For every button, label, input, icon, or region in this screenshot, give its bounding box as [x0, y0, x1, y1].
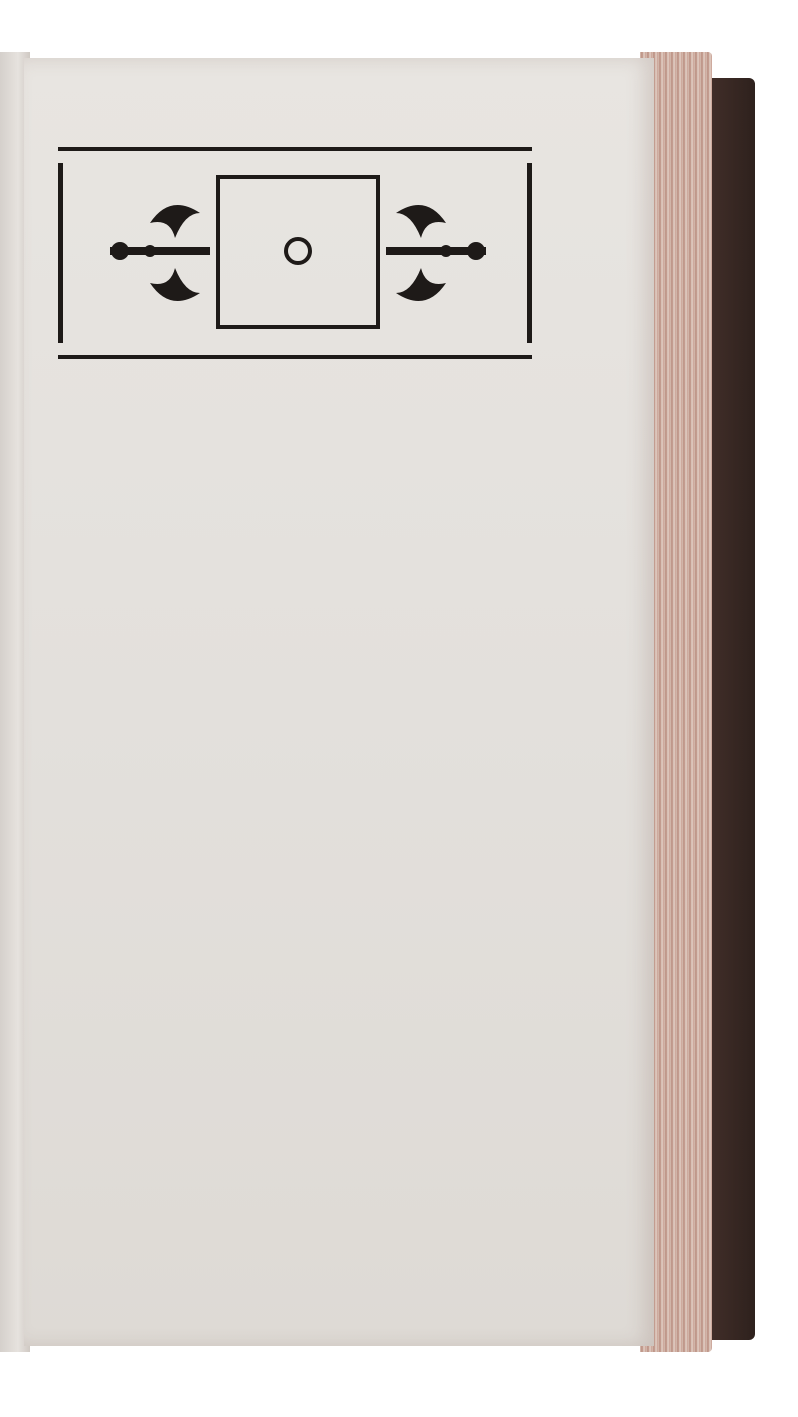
ornamental-headpiece: [50, 133, 540, 373]
right-page: [24, 58, 654, 1346]
